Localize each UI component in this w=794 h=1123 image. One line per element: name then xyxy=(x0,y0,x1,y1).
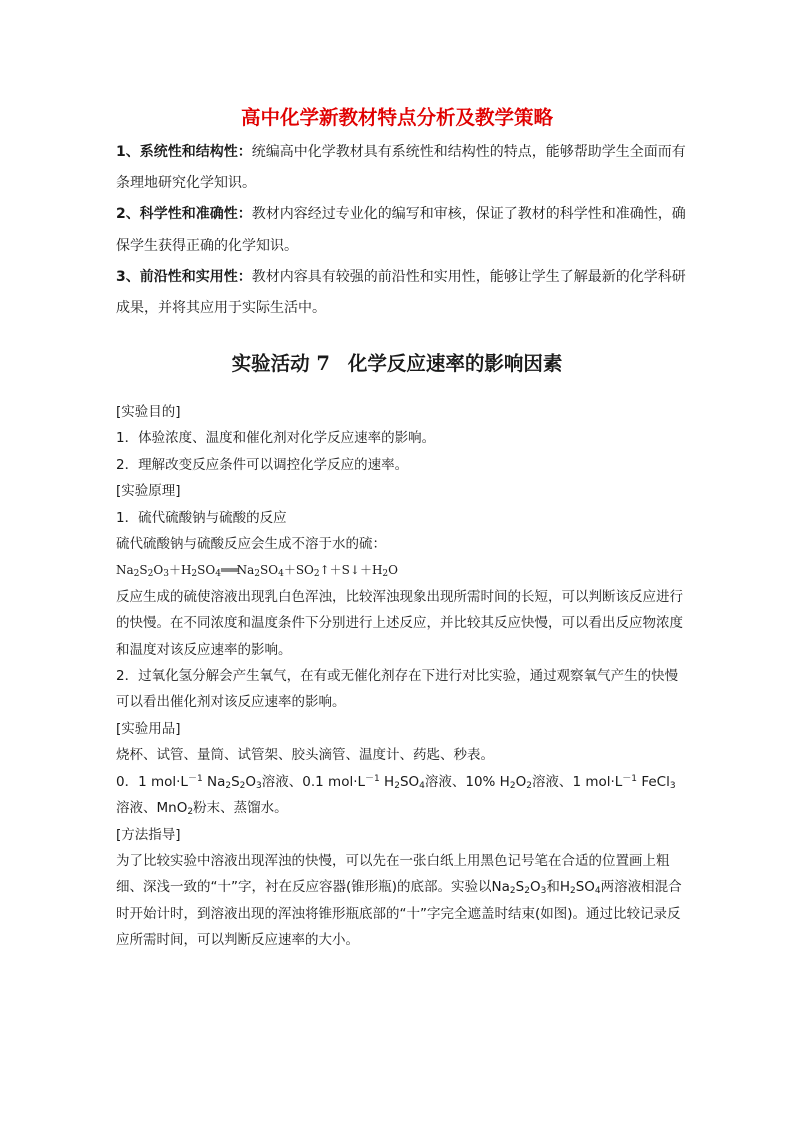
eq-subscript: 2 xyxy=(382,569,389,580)
reagent-subscript: 2 xyxy=(225,780,232,791)
eq-part: S xyxy=(139,563,148,578)
principle-heading: [实验原理] xyxy=(116,483,181,500)
reagent-text: 0.1 mol·L xyxy=(302,773,366,790)
purpose-item-2: 2．理解改变反应条件可以调控化学反应的速率。 xyxy=(116,456,409,473)
intro-term: 2、科学性和准确性： xyxy=(116,206,252,223)
formula-text: S xyxy=(515,879,525,896)
eq-subscript: 4 xyxy=(215,569,221,580)
eq-part: Na xyxy=(116,563,134,578)
eq-part: SO xyxy=(260,563,279,578)
materials-heading: [实验用品] xyxy=(116,720,181,737)
section-number: 实验活动 7 xyxy=(231,352,330,375)
intro-item-2 xyxy=(116,199,686,261)
reagent-subscript: 4 xyxy=(419,780,425,791)
reagent-text: MnO xyxy=(156,800,188,817)
reagent-subscript: 2 xyxy=(187,807,194,818)
intro-term: 1、系统性和结构性： xyxy=(116,144,252,160)
reagent-text: 0．1 mol·L xyxy=(116,773,188,790)
formula-subscript: 2 xyxy=(509,886,516,897)
materials-reagents xyxy=(116,769,686,822)
reagent-superscript: －1 xyxy=(365,773,380,784)
eq-subscript: 2 xyxy=(313,569,320,580)
formula-subscript: 3 xyxy=(540,886,547,897)
method-text: 为了比较实验中溶液出现浑浊的快慢，可以先在一张白纸上用黑色记号笔在合适的位置画上粗细、深浅一致的“十”字，衬在反应容器(锥形瓶)的底部。实验以 xyxy=(116,852,670,896)
reagent-text: O xyxy=(515,773,527,790)
intro-item-1 xyxy=(116,137,686,199)
reagent-subscript: 3 xyxy=(669,780,676,791)
reagent-text: 10% H xyxy=(465,773,510,790)
eq-part: Na xyxy=(236,563,255,578)
intro-text: 教材内容经过专业化的编写和审核，保证了教材的科学性和准确性，确保学生获得正确的化学知识。 xyxy=(116,206,686,254)
reagent-text: 溶液、 xyxy=(261,773,303,790)
principle-paragraph-2: 2．过氧化氢分解会产生氧气，在有或无催化剂存在下进行对比实验，通过观察氧气产生的快慢可以看出催化剂对该反应速率的影响。 xyxy=(116,668,679,711)
reagent-superscript: －1 xyxy=(622,773,638,784)
intro-list xyxy=(116,137,686,324)
intro-item-3 xyxy=(116,262,686,324)
eq-part: ＋SO xyxy=(283,563,314,578)
eq-subscript: 2 xyxy=(147,569,154,580)
formula-subscript: 2 xyxy=(569,886,576,897)
reagent-text: H xyxy=(379,773,395,790)
reagent-text: FeCl xyxy=(637,773,670,790)
reagent-subscript: 2 xyxy=(526,780,532,791)
experiment-body xyxy=(116,399,686,954)
method-paragraph xyxy=(116,848,686,954)
reagent-text: O xyxy=(245,773,257,790)
method-text: 和 xyxy=(546,879,560,896)
reagent-text: 粉末、蒸馏水。 xyxy=(193,800,288,817)
eq-subscript: 2 xyxy=(133,569,140,580)
principle-paragraph-1: 反应生成的硫使溶液出现乳白色浑浊，比较浑浊现象出现所需时间的长短，可以判断该反应进行的快慢。在不同浓度和温度条件下分别进行上述反应，并比较其反应快慢，可以看出反应物浓度和温度对该反应速率的影响。 xyxy=(116,588,683,658)
reagent-superscript: －1 xyxy=(187,773,203,784)
reagent-subscript: 2 xyxy=(509,780,516,791)
eq-subscript: 2 xyxy=(191,569,198,580)
eq-part: ↑＋S↓＋H xyxy=(319,563,383,578)
reagent-text: 溶液、 xyxy=(531,773,573,790)
eq-part: ＋H xyxy=(168,563,192,578)
intro-text: 教材内容具有较强的前沿性和实用性，能够让学生了解最新的化学科研成果，并将其应用于实际生活中。 xyxy=(116,268,686,317)
eq-subscript: 3 xyxy=(163,569,169,580)
eq-part: O xyxy=(153,563,164,578)
principle-line-1: 硫代硫酸钠与硫酸反应会生成不溶于水的硫： xyxy=(116,536,386,553)
formula-subscript: 2 xyxy=(524,886,530,897)
intro-text: 统编高中化学教材具有系统性和结构性的特点，能够帮助学生全面而有条理地研究化学知识。 xyxy=(116,144,686,192)
chemical-equation xyxy=(116,557,686,583)
formula-text: H xyxy=(559,879,570,896)
reagent-subscript: 2 xyxy=(239,780,246,791)
reagent-text: Na xyxy=(202,773,226,790)
section-title xyxy=(0,350,794,378)
equals-arrow: ═══ xyxy=(220,563,237,578)
reagent-text: SO xyxy=(399,773,420,790)
formula-text: SO xyxy=(575,879,595,896)
intro-term: 3、前沿性和实用性： xyxy=(116,268,252,285)
reagent-text: 1 mol·L xyxy=(572,773,623,790)
document-title: 高中化学新教材特点分析及教学策略 xyxy=(240,106,553,129)
reagent-subscript: 2 xyxy=(394,780,400,791)
reagent-subscript: 3 xyxy=(256,780,262,791)
materials-equipment: 烧杯、试管、量筒、试管架、胶头滴管、温度计、药匙、秒表。 xyxy=(116,747,494,764)
eq-part: O xyxy=(388,563,398,578)
principle-subheading-1: 1．硫代硫酸钠与硫酸的反应 xyxy=(116,509,287,526)
reagent-text: S xyxy=(231,773,240,790)
eq-part: SO xyxy=(197,563,216,578)
purpose-heading: [实验目的] xyxy=(116,404,181,420)
formula-text: O xyxy=(529,879,541,896)
formula-subscript: 4 xyxy=(594,886,601,897)
method-heading: [方法指导] xyxy=(116,826,181,843)
purpose-item-1: 1．体验浓度、温度和催化剂对化学反应速率的影响。 xyxy=(116,430,436,447)
eq-subscript: 4 xyxy=(278,569,284,580)
eq-subscript: 2 xyxy=(254,569,261,580)
section-name: 化学反应速率的影响因素 xyxy=(347,352,563,375)
reagent-text: 溶液、 xyxy=(116,800,157,817)
reagent-text: 溶液、 xyxy=(424,773,466,790)
method-text: 两溶液相混合时开始计时，到溶液出现的浑浊将锥形瓶底部的“十”字完全遮盖时结束(如图)。通过比较记录反应所需时间，可以判断反应速率的大小。 xyxy=(116,879,682,949)
formula-text: Na xyxy=(491,879,510,896)
